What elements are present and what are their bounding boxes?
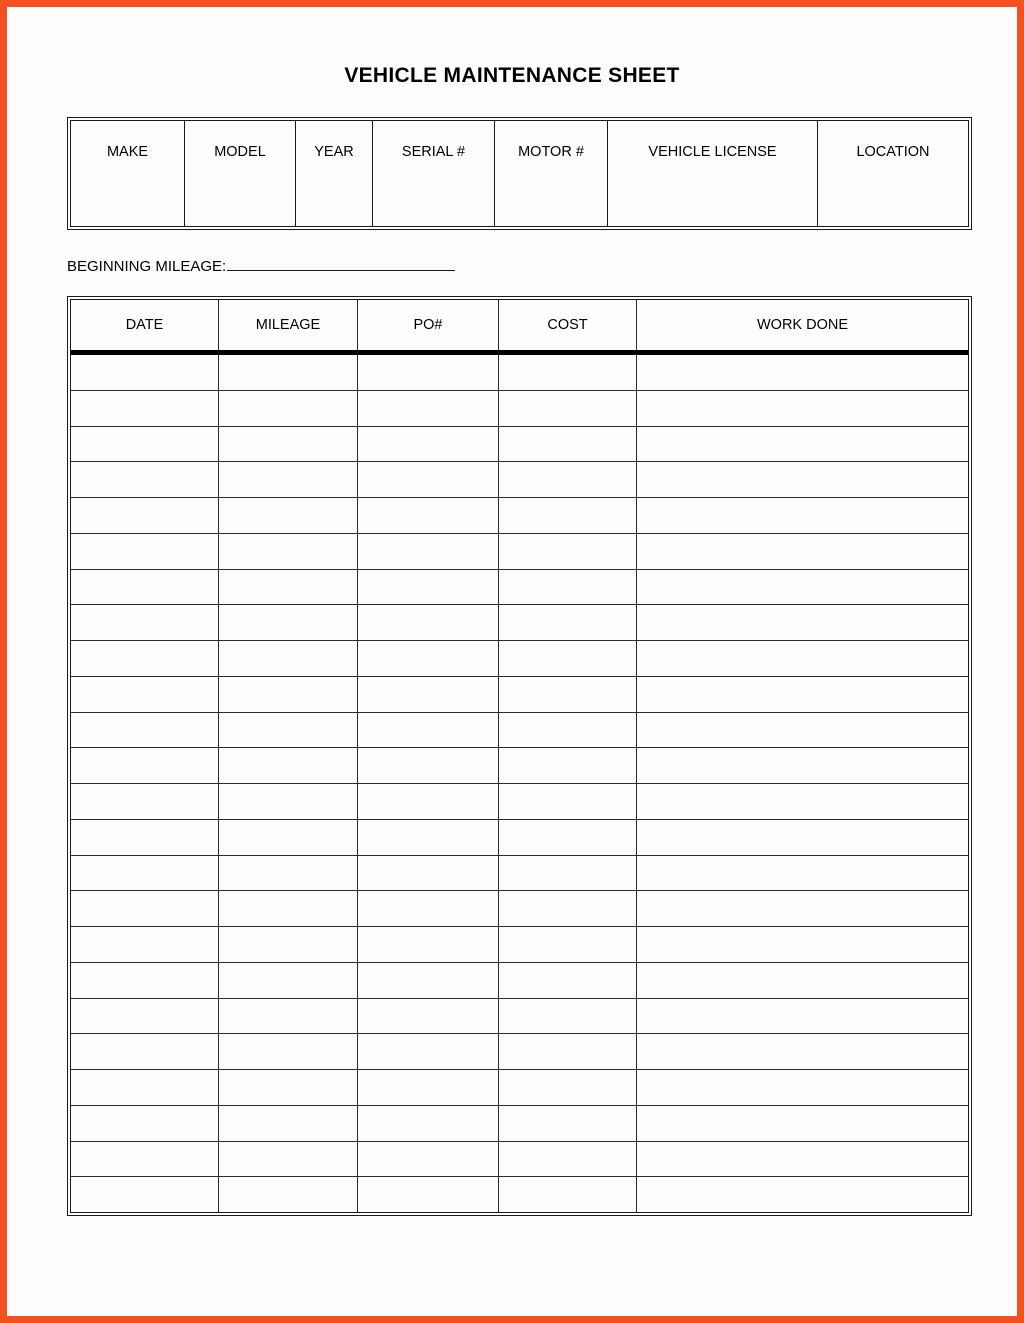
log-cell-work-done[interactable] — [637, 677, 968, 712]
log-cell-po[interactable] — [358, 391, 499, 426]
table-row[interactable] — [71, 677, 968, 713]
log-cell-po[interactable] — [358, 570, 499, 605]
log-cell-mileage[interactable] — [219, 605, 358, 640]
log-cell-mileage[interactable] — [219, 391, 358, 426]
log-cell-cost[interactable] — [499, 891, 637, 926]
table-row[interactable] — [71, 498, 968, 534]
maintenance-log-table — [67, 296, 972, 1216]
document-page — [7, 7, 1017, 1316]
log-cell-work-done[interactable] — [637, 427, 968, 462]
log-cell-cost[interactable] — [499, 427, 637, 462]
table-row[interactable] — [71, 748, 968, 784]
table-row[interactable] — [71, 1034, 968, 1070]
log-cell-cost[interactable] — [499, 534, 637, 569]
vehicle-info-cell[interactable]: MOTOR # — [495, 121, 608, 226]
log-cell-date[interactable] — [71, 677, 219, 712]
log-cell-mileage[interactable] — [219, 748, 358, 783]
table-row[interactable] — [71, 355, 968, 391]
table-row[interactable] — [71, 391, 968, 427]
vehicle-info-cell[interactable]: LOCATION — [856, 144, 930, 160]
log-column-header: COST — [499, 300, 637, 350]
table-row[interactable] — [71, 820, 968, 856]
table-row[interactable] — [71, 462, 968, 498]
table-row[interactable] — [71, 1142, 968, 1178]
log-cell-cost[interactable] — [499, 498, 637, 533]
log-cell-cost[interactable] — [499, 1034, 637, 1069]
log-cell-work-done[interactable] — [637, 820, 968, 855]
log-cell-work-done[interactable] — [637, 534, 968, 569]
table-row[interactable] — [71, 605, 968, 641]
vehicle-info-cell[interactable]: MODEL — [185, 121, 296, 226]
log-cell-mileage[interactable] — [219, 820, 358, 855]
log-cell-cost[interactable] — [499, 748, 637, 783]
page-title: VEHICLE MAINTENANCE SHEET — [344, 64, 680, 87]
log-cell-cost[interactable] — [499, 1070, 637, 1105]
log-cell-date[interactable] — [71, 391, 219, 426]
log-cell-work-done[interactable] — [637, 1106, 968, 1141]
log-cell-cost[interactable] — [499, 391, 637, 426]
log-cell-date[interactable] — [71, 570, 219, 605]
log-cell-mileage[interactable] — [219, 713, 358, 748]
log-cell-date[interactable] — [71, 1142, 219, 1177]
log-cell-date[interactable] — [71, 891, 219, 926]
log-cell-work-done[interactable] — [637, 1034, 968, 1069]
log-cell-work-done[interactable] — [637, 891, 968, 926]
log-cell-date[interactable] — [71, 927, 219, 962]
table-row[interactable] — [71, 570, 968, 606]
log-cell-mileage[interactable] — [219, 427, 358, 462]
log-cell-date[interactable] — [71, 820, 219, 855]
log-cell-cost[interactable] — [499, 462, 637, 497]
log-cell-cost[interactable] — [499, 1177, 637, 1212]
log-cell-cost[interactable] — [499, 570, 637, 605]
log-cell-mileage[interactable] — [219, 534, 358, 569]
log-cell-mileage[interactable] — [219, 784, 358, 819]
log-cell-po[interactable] — [358, 963, 499, 998]
log-cell-mileage[interactable] — [219, 355, 358, 390]
table-row[interactable] — [71, 641, 968, 677]
log-cell-po[interactable] — [358, 784, 499, 819]
table-row[interactable] — [71, 927, 968, 963]
log-cell-work-done[interactable] — [637, 391, 968, 426]
beginning-mileage-label: BEGINNING MILEAGE: — [67, 258, 227, 275]
log-cell-po[interactable] — [358, 748, 499, 783]
table-row[interactable] — [71, 534, 968, 570]
log-cell-work-done[interactable] — [637, 1070, 968, 1105]
log-cell-cost[interactable] — [499, 1106, 637, 1141]
table-row[interactable] — [71, 999, 968, 1035]
log-cell-work-done[interactable] — [637, 999, 968, 1034]
log-cell-work-done[interactable] — [637, 784, 968, 819]
log-cell-cost[interactable] — [499, 784, 637, 819]
log-cell-po[interactable] — [358, 713, 499, 748]
log-table-header-row — [71, 300, 968, 355]
log-cell-mileage[interactable] — [219, 891, 358, 926]
vehicle-info-cell[interactable]: VEHICLE LICENSE — [608, 121, 818, 226]
log-cell-cost[interactable] — [499, 605, 637, 640]
log-cell-po[interactable] — [358, 1177, 499, 1212]
log-cell-po[interactable] — [358, 677, 499, 712]
log-cell-po[interactable] — [358, 498, 499, 533]
log-cell-date[interactable] — [71, 963, 219, 998]
log-cell-date[interactable] — [71, 713, 219, 748]
log-cell-work-done[interactable] — [637, 605, 968, 640]
log-cell-po[interactable] — [358, 1070, 499, 1105]
log-cell-mileage[interactable] — [219, 1034, 358, 1069]
log-cell-date[interactable] — [71, 641, 219, 676]
log-cell-mileage[interactable] — [219, 498, 358, 533]
log-cell-po[interactable] — [358, 1106, 499, 1141]
log-cell-mileage[interactable] — [219, 1142, 358, 1177]
log-cell-date[interactable] — [71, 1034, 219, 1069]
log-cell-mileage[interactable] — [219, 1070, 358, 1105]
log-cell-work-done[interactable] — [637, 462, 968, 497]
log-cell-date[interactable] — [71, 1106, 219, 1141]
table-row[interactable] — [71, 1070, 968, 1106]
log-cell-po[interactable] — [358, 1142, 499, 1177]
log-cell-mileage[interactable] — [219, 1106, 358, 1141]
log-cell-work-done[interactable] — [637, 748, 968, 783]
log-cell-work-done[interactable] — [637, 1142, 968, 1177]
log-cell-po[interactable] — [358, 820, 499, 855]
log-cell-work-done[interactable] — [637, 963, 968, 998]
vehicle-info-header-row — [71, 121, 968, 226]
log-cell-po[interactable] — [358, 856, 499, 891]
log-cell-po[interactable] — [358, 927, 499, 962]
log-column-header: MILEAGE — [219, 300, 358, 350]
log-cell-po[interactable] — [358, 427, 499, 462]
log-cell-date[interactable] — [71, 498, 219, 533]
log-cell-work-done[interactable] — [637, 355, 968, 390]
table-row[interactable] — [71, 713, 968, 749]
log-column-header: WORK DONE — [756, 317, 849, 333]
table-row[interactable] — [71, 856, 968, 892]
log-cell-mileage[interactable] — [219, 641, 358, 676]
log-table-body — [71, 355, 968, 1212]
log-cell-date[interactable] — [71, 999, 219, 1034]
log-cell-date[interactable] — [71, 355, 219, 390]
vehicle-info-table — [67, 117, 972, 230]
log-cell-work-done[interactable] — [637, 713, 968, 748]
log-cell-date[interactable] — [71, 462, 219, 497]
log-cell-cost[interactable] — [499, 355, 637, 390]
log-cell-date[interactable] — [71, 1070, 219, 1105]
log-cell-work-done[interactable] — [637, 570, 968, 605]
log-cell-po[interactable] — [358, 1034, 499, 1069]
log-cell-date[interactable] — [71, 605, 219, 640]
table-row[interactable] — [71, 1106, 968, 1142]
log-cell-mileage[interactable] — [219, 927, 358, 962]
beginning-mileage-input[interactable] — [227, 257, 455, 271]
log-cell-work-done[interactable] — [637, 641, 968, 676]
table-row[interactable] — [71, 891, 968, 927]
log-cell-mileage[interactable] — [219, 462, 358, 497]
log-cell-po[interactable] — [358, 999, 499, 1034]
log-column-header: DATE — [71, 300, 219, 350]
log-cell-po[interactable] — [358, 605, 499, 640]
log-cell-date[interactable] — [71, 534, 219, 569]
log-cell-mileage[interactable] — [219, 570, 358, 605]
log-cell-cost[interactable] — [499, 641, 637, 676]
table-row[interactable] — [71, 963, 968, 999]
log-cell-cost[interactable] — [499, 820, 637, 855]
log-cell-po[interactable] — [358, 641, 499, 676]
log-cell-po[interactable] — [358, 462, 499, 497]
table-row[interactable] — [71, 427, 968, 463]
log-cell-date[interactable] — [71, 856, 219, 891]
log-cell-date[interactable] — [71, 1177, 219, 1212]
log-cell-work-done[interactable] — [637, 856, 968, 891]
log-cell-cost[interactable] — [499, 677, 637, 712]
log-cell-po[interactable] — [358, 355, 499, 390]
beginning-mileage-field[interactable] — [67, 257, 455, 275]
log-cell-work-done[interactable] — [637, 498, 968, 533]
log-cell-cost[interactable] — [499, 713, 637, 748]
log-cell-cost[interactable] — [499, 927, 637, 962]
log-cell-mileage[interactable] — [219, 677, 358, 712]
log-cell-cost[interactable] — [499, 856, 637, 891]
log-cell-mileage[interactable] — [219, 1177, 358, 1212]
vehicle-info-cell[interactable]: SERIAL # — [373, 121, 495, 226]
table-row[interactable] — [71, 1177, 968, 1212]
log-cell-po[interactable] — [358, 891, 499, 926]
log-cell-mileage[interactable] — [219, 963, 358, 998]
vehicle-info-cell[interactable]: MAKE — [71, 121, 185, 226]
log-cell-date[interactable] — [71, 427, 219, 462]
log-column-header: PO# — [358, 300, 499, 350]
log-cell-work-done[interactable] — [637, 1177, 968, 1212]
log-cell-work-done[interactable] — [637, 927, 968, 962]
log-cell-cost[interactable] — [499, 963, 637, 998]
table-row[interactable] — [71, 784, 968, 820]
log-cell-mileage[interactable] — [219, 856, 358, 891]
log-cell-date[interactable] — [71, 748, 219, 783]
log-cell-po[interactable] — [358, 534, 499, 569]
log-cell-mileage[interactable] — [219, 999, 358, 1034]
vehicle-info-cell[interactable]: YEAR — [296, 121, 373, 226]
log-cell-date[interactable] — [71, 784, 219, 819]
log-cell-cost[interactable] — [499, 1142, 637, 1177]
log-cell-cost[interactable] — [499, 999, 637, 1034]
